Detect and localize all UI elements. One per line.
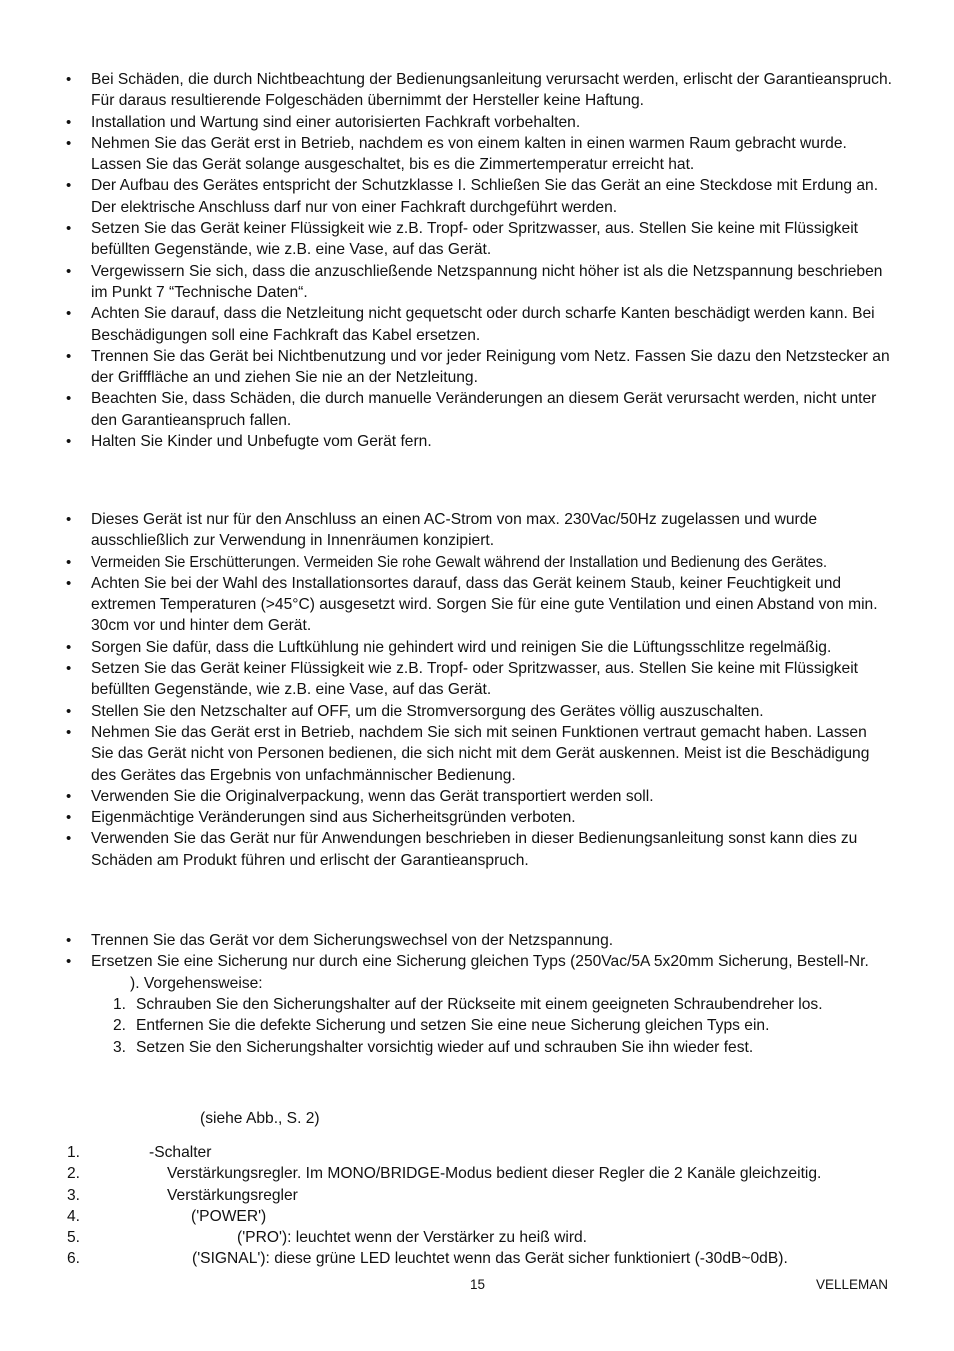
control-number: 4. [67, 1207, 81, 1225]
list-item: • Verwenden Sie die Originalverpackung, wenn das Gerät transportiert werden soll. [0, 786, 954, 807]
fuse-replacement-list [0, 930, 954, 994]
list-item: • Achten Sie bei der Wahl des Installationsortes darauf, dass das Gerät keinem Staub, keiner Feuchtigkeit und extremen Temperaturen (>45°C) ausgesetzt wird. Sorgen Sie für eine gute Ventilation und einen Abstand von min. 30cm vor und hinter dem Gerät. [0, 573, 954, 637]
control-number: 1. [67, 1144, 81, 1161]
list-item: • Der Aufbau des Gerätes entspricht der Schutzklasse I. Schließen Sie das Gerät an eine Steckdose mit Erdung an. Der elektrische Anschluss darf nur von einer Fachkraft durchgeführt werden. [0, 175, 954, 218]
control-number: 2. [67, 1165, 81, 1183]
control-text: ('SIGNAL'): diese grüne LED leuchtet wenn das Gerät sicher funktioniert (-30dB~0dB). [192, 1250, 788, 1268]
list-item: • Setzen Sie das Gerät keiner Flüssigkeit wie z.B. Tropf- oder Spritzwasser, aus. Stellen Sie keine mit Flüssigkeit befüllten Gegenstände, wie z.B. eine Vase, auf das Gerät. [0, 218, 954, 261]
control-text: ('POWER') [191, 1207, 267, 1225]
usage-instructions-list [0, 509, 954, 871]
control-number: 5. [67, 1229, 81, 1247]
safety-instructions-list [0, 69, 954, 452]
list-item: • Nehmen Sie das Gerät erst in Betrieb, nachdem es von einem kalten in einen warmen Raum gebracht wurde. Lassen Sie das Gerät solange ausgeschaltet, bis es die Zimmertemperatur erreicht hat. [0, 133, 954, 176]
step-text: Setzen Sie den Sicherungshalter vorsichtig wieder auf und schrauben Sie ihn wieder fest. [136, 1038, 754, 1056]
step-number: 3. [113, 1038, 127, 1056]
step-item [0, 994, 954, 1015]
controls-list [0, 1142, 954, 1270]
list-item: • Trennen Sie das Gerät bei Nichtbenutzung und vor jeder Reinigung vom Netz. Fassen Sie dazu den Netzstecker an der Grifffläche an und ziehen Sie nie an der Netzleitung. [0, 346, 954, 389]
step-item [0, 1037, 954, 1058]
control-item [0, 1163, 954, 1184]
control-text: Verstärkungsregler [167, 1186, 298, 1204]
list-item: • Eigenmächtige Veränderungen sind aus Sicherheitsgründen verboten. [0, 807, 954, 828]
list-item-text: Vermeiden Sie Erschütterungen. Vermeiden Sie rohe Gewalt während der Installation und Bedienung des Gerätes. [91, 553, 828, 571]
list-item: • Vergewissern Sie sich, dass die anzuschließende Netzspannung nicht höher ist als die Netzspannung beschrieben im Punkt 7 “Technische Daten“. [0, 261, 954, 304]
list-item: • Beachten Sie, dass Schäden, die durch manuelle Veränderungen an diesem Gerät verursacht werden, nicht unter den Garantieanspruch fallen. [0, 388, 954, 431]
step-item [0, 1015, 954, 1036]
list-item: • Ersetzen Sie eine Sicherung nur durch eine Sicherung gleichen Typs (250Vac/5A 5x20mm Sicherung, Bestell-Nr. [0, 951, 954, 972]
list-item: • Achten Sie darauf, dass die Netzleitung nicht gequetscht oder durch scharfe Kanten beschädigt werden kann. Bei Beschädigungen soll eine Fachkraft das Kabel ersetzen. [0, 303, 954, 346]
control-text: Verstärkungsregler. Im MONO/BRIDGE-Modus bedient dieser Regler die 2 Kanäle gleichzeitig. [167, 1165, 822, 1183]
step-text: Schrauben Sie den Sicherungshalter auf der Rückseite mit einem geeigneten Schraubendreher los. [136, 996, 823, 1013]
list-item [0, 552, 954, 573]
list-item: • Verwenden Sie das Gerät nur für Anwendungen beschrieben in dieser Bedienungsanleitung sonst kann dies zu Schäden am Produkt führen und erlischt der Garantieanspruch. [0, 828, 954, 871]
list-item: • Bei Schäden, die durch Nichtbeachtung der Bedienungsanleitung verursacht werden, erlischt der Garantieanspruch. Für daraus resultierende Folgeschäden übernimmt der Hersteller keine Haftung. [0, 69, 954, 112]
control-item [0, 1206, 954, 1227]
fuse-procedure-steps [0, 994, 954, 1058]
brand-name: VELLEMAN [816, 1277, 889, 1292]
list-item: • Nehmen Sie das Gerät erst in Betrieb, nachdem Sie sich mit seinen Funktionen vertraut gemacht haben. Lassen Sie das Gerät nicht von Personen bedienen, die sich nicht mit dem Gerät auskennen. Meist ist die Beschädigung des Gerätes das Ergebnis von unfachmännischer Bedienung. [0, 722, 954, 786]
control-item [0, 1142, 954, 1163]
controls-reference: (siehe Abb., S. 2) [200, 1110, 320, 1127]
list-item: • Sorgen Sie dafür, dass die Luftkühlung nie gehindert wird und reinigen Sie die Lüftungsschlitze regelmäßig. [0, 637, 954, 658]
control-item [0, 1227, 954, 1248]
list-item: • Dieses Gerät ist nur für den Anschluss an einen AC-Strom von max. 230Vac/50Hz zugelassen und wurde ausschließlich zur Verwendung in Innenräumen konzipiert. [0, 509, 954, 552]
control-item [0, 1248, 954, 1269]
control-text: -Schalter [149, 1144, 212, 1161]
control-number: 6. [67, 1250, 81, 1268]
list-item-continuation: ). Vorgehensweise: [130, 974, 263, 992]
list-item: • Trennen Sie das Gerät vor dem Sicherungswechsel von der Netzspannung. [0, 930, 954, 951]
list-item: • Stellen Sie den Netzschalter auf OFF, um die Stromversorgung des Gerätes völlig auszuschalten. [0, 701, 954, 722]
control-item [0, 1185, 954, 1206]
control-text: ('PRO'): leuchtet wenn der Verstärker zu heiß wird. [237, 1229, 588, 1247]
step-text: Entfernen Sie die defekte Sicherung und setzen Sie eine neue Sicherung gleichen Typs ein. [136, 1017, 770, 1035]
page-number: 15 [470, 1277, 486, 1292]
list-item: • Halten Sie Kinder und Unbefugte vom Gerät fern. [0, 431, 954, 452]
step-number: 2. [113, 1017, 127, 1035]
control-number: 3. [67, 1186, 81, 1204]
list-item: • Setzen Sie das Gerät keiner Flüssigkeit wie z.B. Tropf- oder Spritzwasser, aus. Stellen Sie keine mit Flüssigkeit befüllten Gegenstände, wie z.B. eine Vase, auf das Gerät. [0, 658, 954, 701]
step-number: 1. [113, 996, 127, 1013]
list-item: • Installation und Wartung sind einer autorisierten Fachkraft vorbehalten. [0, 112, 954, 133]
